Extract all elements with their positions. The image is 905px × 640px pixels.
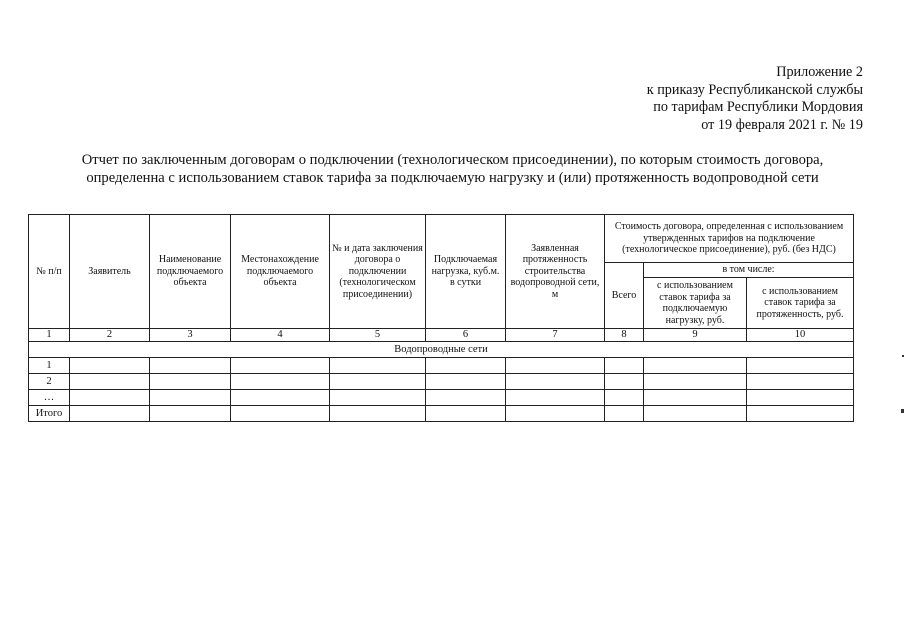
table-cell [506,358,605,374]
column-number: 2 [70,329,150,342]
header-col-1: № п/п [29,215,70,329]
table-cell [150,390,231,406]
appendix-line-3: по тарифам Республики Мордовия [653,99,863,115]
header-cost-group: Стоимость договора, определенная с использованием утвержденных тарифов на подключение (технологическое присоединение), руб. (без НДС) [605,215,854,263]
report-table [28,214,854,422]
table-cell [506,374,605,390]
column-number: 4 [231,329,330,342]
table-row [29,390,854,406]
header-col-2: Заявитель [70,215,150,329]
scan-mark [901,409,904,413]
table-cell [70,358,150,374]
appendix-line-1: Приложение 2 [776,64,863,80]
header-col-6: Подключаемая нагрузка, куб.м. в сутки [426,215,506,329]
table-cell [747,390,854,406]
table-cell [150,358,231,374]
table-cell [644,374,747,390]
table-cell [426,406,506,422]
table-cell [605,406,644,422]
table-cell [747,374,854,390]
column-number: 6 [426,329,506,342]
table-row-total [29,406,854,422]
table-cell [644,390,747,406]
table-cell [330,358,426,374]
table-cell [605,358,644,374]
table-cell [747,358,854,374]
header-col-4: Местонахождение подключаемого объекта [231,215,330,329]
appendix-line-4: от 19 февраля 2021 г. № 19 [701,116,863,133]
header-col-10: с использованием ставок тарифа за протяженность, руб. [747,278,854,329]
table-cell [231,390,330,406]
table-cell [426,374,506,390]
table-cell [70,390,150,406]
header-col-9: с использованием ставок тарифа за подключаемую нагрузку, руб. [644,278,747,329]
header-row-1 [29,215,854,263]
table-cell [605,374,644,390]
table-cell [330,390,426,406]
header-col-5: № и дата заключения договора о подключении (технологическом присоединении) [330,215,426,329]
table-cell [330,406,426,422]
column-number: 5 [330,329,426,342]
table-cell [605,390,644,406]
column-number: 8 [605,329,644,342]
column-numbers-row [29,329,854,342]
header-including: в том числе: [644,263,854,278]
report-title-line-2: определенна с использованием ставок тарифа за подключаемую нагрузку и (или) протяженность водопроводной сети [86,170,819,186]
table-cell [506,390,605,406]
appendix-line-2: к приказу Республиканской службы [646,81,863,98]
header-col-7: Заявленная протяженность строительства водопроводной сети, м [506,215,605,329]
report-title [0,151,905,187]
row-label: 1 [29,358,70,374]
row-label: … [29,390,70,406]
table-cell [330,374,426,390]
appendix-block [647,64,863,134]
header-col-3: Наименование подключаемого объекта [150,215,231,329]
section-row [29,342,854,358]
table-cell [426,390,506,406]
table-row [29,358,854,374]
report-title-line-1: Отчет по заключенным договорам о подключении (технологическом присоединении), по которым стоимость договора, [81,152,824,168]
table-cell [70,374,150,390]
table-cell [231,406,330,422]
column-number: 3 [150,329,231,342]
table-cell [644,406,747,422]
column-number: 9 [644,329,747,342]
scan-mark [902,355,904,357]
column-number: 10 [747,329,854,342]
table-row [29,374,854,390]
table-cell [747,406,854,422]
table-cell [150,406,231,422]
table-cell [70,406,150,422]
column-number: 7 [506,329,605,342]
table-cell [231,374,330,390]
header-col-8: Всего [605,263,644,329]
row-label: Итого [29,406,70,422]
table-cell [644,358,747,374]
row-label: 2 [29,374,70,390]
table-cell [150,374,231,390]
column-number: 1 [29,329,70,342]
section-title: Водопроводные сети [29,342,854,358]
table-cell [426,358,506,374]
table-cell [231,358,330,374]
table-cell [506,406,605,422]
